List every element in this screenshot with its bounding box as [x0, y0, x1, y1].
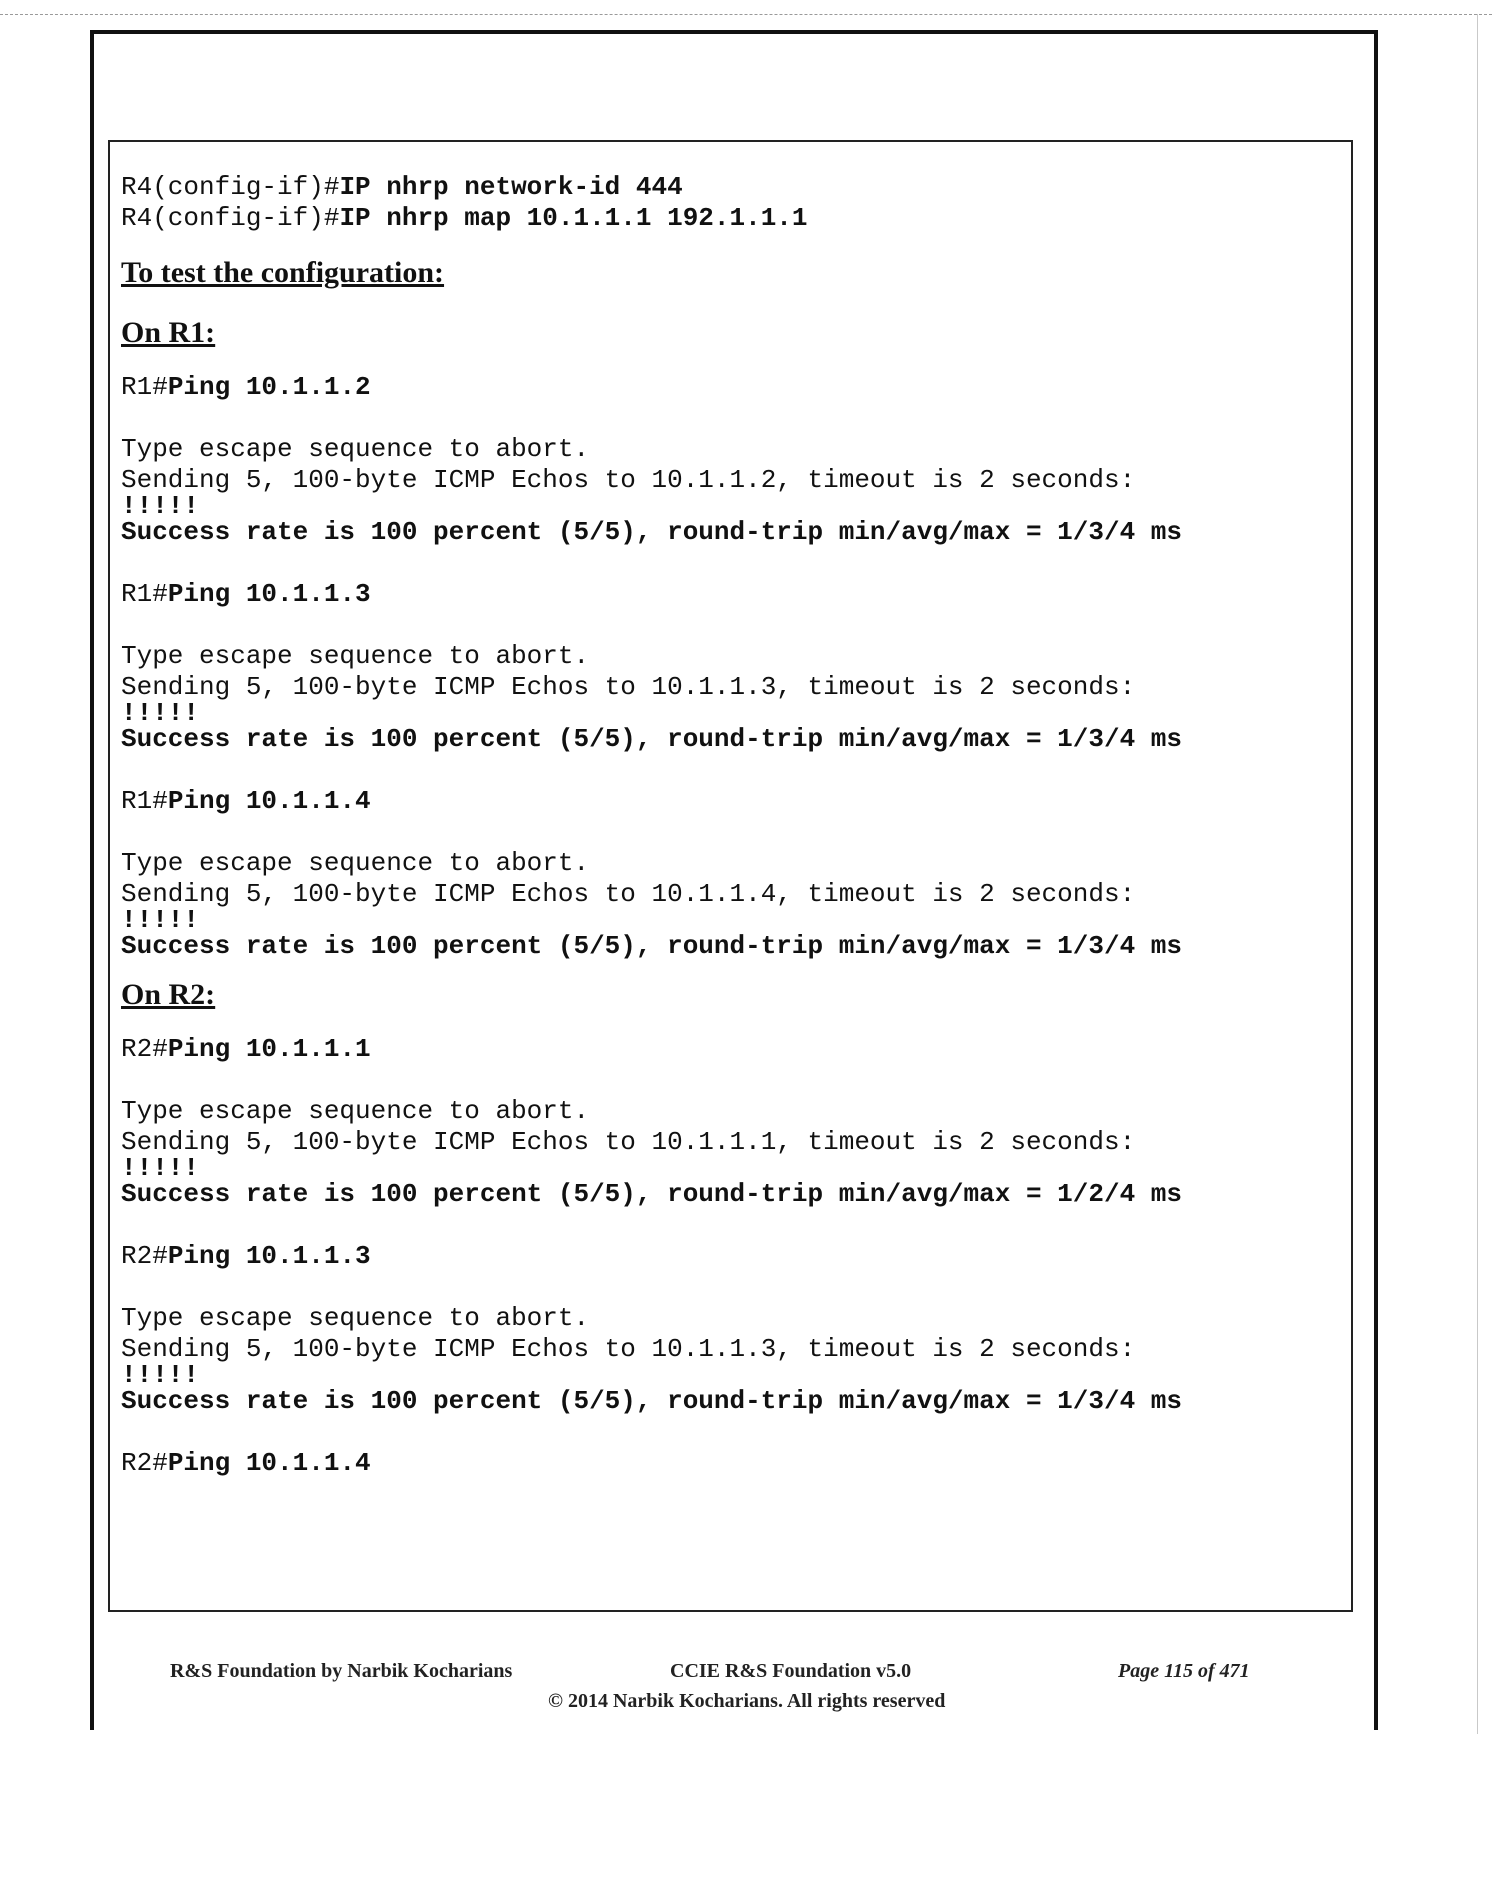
r2-ping-1-command	[121, 1034, 1341, 1065]
r1-ping-4-result: Success rate is 100 percent (5/5), round-trip min/avg/max = 1/3/4 ms	[121, 931, 1182, 961]
r1-ping-4-escape: Type escape sequence to abort.	[121, 848, 590, 878]
prompt: R1#	[121, 786, 168, 816]
heading-on-r2: On R2:	[121, 978, 216, 1011]
r1-ping-2-escape: Type escape sequence to abort.	[121, 434, 590, 464]
r1-ping-3-bangs: !!!!!	[121, 698, 200, 728]
command: Ping 10.1.1.4	[167, 786, 371, 816]
prompt: R2#	[121, 1241, 168, 1271]
command: Ping 10.1.1.3	[167, 579, 371, 609]
command: IP nhrp map 10.1.1.1 192.1.1.1	[339, 203, 808, 233]
heading-on-r1: On R1:	[121, 316, 216, 349]
config-line-nhrp-map	[121, 203, 1341, 234]
r1-ping-2-bangs: !!!!!	[121, 491, 200, 521]
r2-ping-1-bangs: !!!!!	[121, 1153, 200, 1183]
r1-ping-3-sending: Sending 5, 100-byte ICMP Echos to 10.1.1.3, timeout is 2 seconds:	[121, 672, 1136, 702]
r2-ping-1-result: Success rate is 100 percent (5/5), round-trip min/avg/max = 1/2/4 ms	[121, 1179, 1182, 1209]
footer-author: R&S Foundation by Narbik Kocharians	[170, 1660, 513, 1682]
command: Ping 10.1.1.1	[167, 1034, 371, 1064]
prompt: R2#	[121, 1034, 168, 1064]
footer-page-number: Page 115 of 471	[1118, 1660, 1250, 1682]
footer-course: CCIE R&S Foundation v5.0	[670, 1660, 912, 1682]
r2-ping-3-command	[121, 1241, 1341, 1272]
heading-test-configuration: To test the configuration:	[121, 256, 445, 289]
config-line-network-id	[121, 172, 1341, 203]
r2-ping-3-sending: Sending 5, 100-byte ICMP Echos to 10.1.1.3, timeout is 2 seconds:	[121, 1334, 1136, 1364]
r1-ping-2-sending: Sending 5, 100-byte ICMP Echos to 10.1.1.2, timeout is 2 seconds:	[121, 465, 1136, 495]
r1-ping-3-escape: Type escape sequence to abort.	[121, 641, 590, 671]
r1-ping-4-sending: Sending 5, 100-byte ICMP Echos to 10.1.1.4, timeout is 2 seconds:	[121, 879, 1136, 909]
prompt: R1#	[121, 579, 168, 609]
r1-ping-3-result: Success rate is 100 percent (5/5), round-trip min/avg/max = 1/3/4 ms	[121, 724, 1182, 754]
prompt: R4(config-if)#	[121, 203, 340, 233]
prompt: R1#	[121, 372, 168, 402]
r2-ping-3-bangs: !!!!!	[121, 1360, 200, 1390]
r2-ping-3-escape: Type escape sequence to abort.	[121, 1303, 590, 1333]
command: Ping 10.1.1.3	[167, 1241, 371, 1271]
footer-copyright: © 2014 Narbik Kocharians. All rights reserved	[548, 1690, 946, 1712]
code-box	[108, 140, 1353, 1612]
r2-ping-1-sending: Sending 5, 100-byte ICMP Echos to 10.1.1.1, timeout is 2 seconds:	[121, 1127, 1136, 1157]
r1-ping-2-command	[121, 372, 1341, 403]
r1-ping-4-command	[121, 786, 1341, 817]
command: Ping 10.1.1.4	[167, 1448, 371, 1478]
scan-edge-top	[0, 14, 1492, 15]
r2-ping-4-command	[121, 1448, 1341, 1479]
command: IP nhrp network-id 444	[339, 172, 683, 202]
prompt: R4(config-if)#	[121, 172, 340, 202]
r1-ping-4-bangs: !!!!!	[121, 905, 200, 935]
r1-ping-3-command	[121, 579, 1341, 610]
code-box-content	[121, 172, 1341, 1479]
scan-edge-right	[1477, 14, 1478, 1734]
r1-ping-2-result: Success rate is 100 percent (5/5), round-trip min/avg/max = 1/3/4 ms	[121, 517, 1182, 547]
command: Ping 10.1.1.2	[167, 372, 371, 402]
r2-ping-3-result: Success rate is 100 percent (5/5), round-trip min/avg/max = 1/3/4 ms	[121, 1386, 1182, 1416]
prompt: R2#	[121, 1448, 168, 1478]
r2-ping-1-escape: Type escape sequence to abort.	[121, 1096, 590, 1126]
